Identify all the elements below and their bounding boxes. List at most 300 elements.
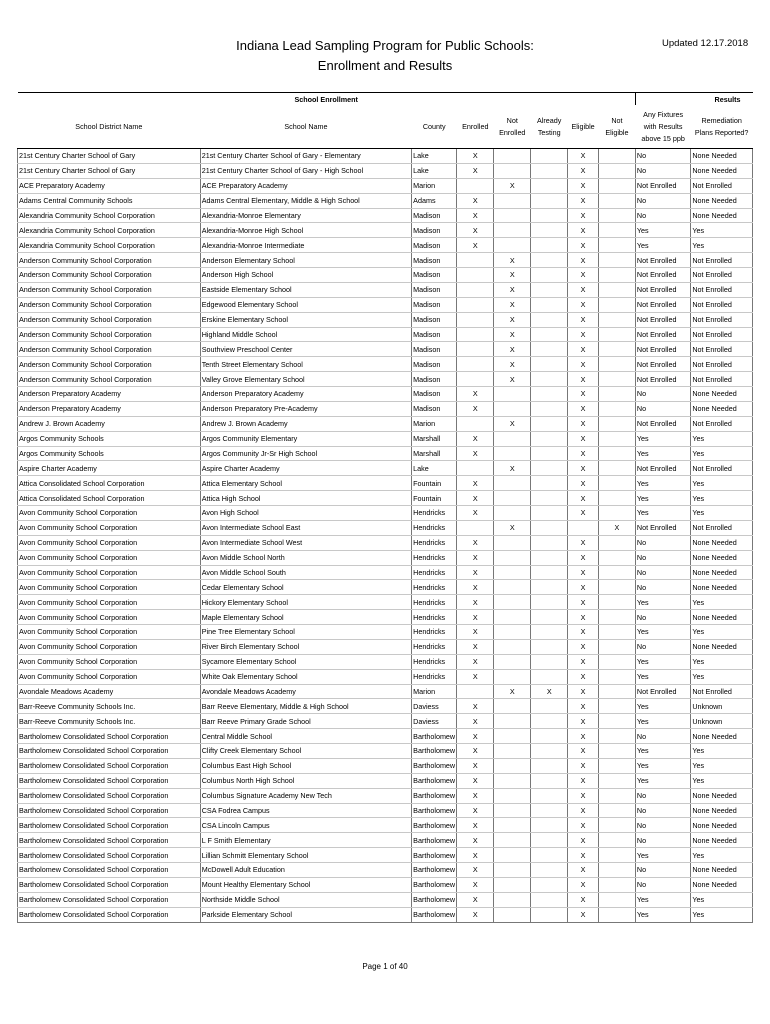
table-cell: Attica Consolidated School Corporation: [18, 476, 201, 491]
table-cell: [494, 401, 531, 416]
table-row: [18, 253, 753, 268]
table-cell: Not Enrolled: [635, 297, 690, 312]
table-cell: Bartholomew Consolidated School Corporation: [18, 758, 201, 773]
table-cell: Columbus North High School: [200, 773, 411, 788]
table-cell: [457, 342, 494, 357]
table-cell: [598, 238, 635, 253]
table-cell: Fountain: [412, 476, 457, 491]
table-cell: X: [568, 268, 599, 283]
table-cell: [531, 729, 568, 744]
table-cell: [598, 163, 635, 178]
column-header: Remediation Plans Reported?: [691, 105, 753, 149]
table-cell: CSA Lincoln Campus: [200, 818, 411, 833]
table-cell: X: [457, 223, 494, 238]
table-cell: Marion: [412, 416, 457, 431]
table-cell: No: [635, 580, 690, 595]
table-cell: X: [568, 803, 599, 818]
table-cell: Bartholomew Consolidated School Corporation: [18, 848, 201, 863]
table-cell: [531, 892, 568, 907]
table-cell: Barr Reeve Primary Grade School: [200, 714, 411, 729]
table-cell: [531, 907, 568, 922]
table-cell: X: [457, 669, 494, 684]
table-cell: [457, 282, 494, 297]
table-cell: None Needed: [691, 163, 753, 178]
table-cell: X: [457, 639, 494, 654]
table-cell: Columbus East High School: [200, 758, 411, 773]
table-cell: Madison: [412, 238, 457, 253]
table-cell: [457, 684, 494, 699]
table-cell: X: [568, 580, 599, 595]
table-cell: Bartholomew Consolidated School Corporation: [18, 773, 201, 788]
table-cell: [531, 193, 568, 208]
table-cell: Marshall: [412, 446, 457, 461]
table-cell: [598, 818, 635, 833]
table-cell: [531, 803, 568, 818]
table-cell: X: [568, 684, 599, 699]
table-cell: Anderson Community School Corporation: [18, 342, 201, 357]
table-cell: Alexandria-Monroe Elementary: [200, 208, 411, 223]
table-cell: None Needed: [691, 788, 753, 803]
table-cell: X: [568, 416, 599, 431]
table-cell: [531, 238, 568, 253]
table-cell: Avondale Meadows Academy: [200, 684, 411, 699]
table-cell: Yes: [635, 506, 690, 521]
table-cell: X: [457, 758, 494, 773]
table-cell: X: [568, 758, 599, 773]
table-cell: Hendricks: [412, 595, 457, 610]
table-cell: Not Enrolled: [635, 416, 690, 431]
table-cell: Anderson Community School Corporation: [18, 372, 201, 387]
table-cell: Yes: [691, 238, 753, 253]
table-row: [18, 461, 753, 476]
table-cell: Hendricks: [412, 535, 457, 550]
table-cell: [531, 446, 568, 461]
table-cell: Yes: [635, 907, 690, 922]
table-cell: Not Enrolled: [691, 461, 753, 476]
table-cell: None Needed: [691, 580, 753, 595]
table-cell: None Needed: [691, 550, 753, 565]
table-cell: [457, 312, 494, 327]
table-cell: [457, 416, 494, 431]
table-cell: Barr Reeve Elementary, Middle & High School: [200, 699, 411, 714]
group-header-enrollment: School Enrollment: [18, 93, 636, 106]
table-cell: X: [494, 178, 531, 193]
table-cell: X: [457, 773, 494, 788]
table-cell: Yes: [691, 431, 753, 446]
table-cell: Not Enrolled: [691, 268, 753, 283]
table-cell: [598, 268, 635, 283]
table-cell: [494, 818, 531, 833]
table-cell: [598, 669, 635, 684]
table-cell: X: [457, 446, 494, 461]
table-cell: No: [635, 877, 690, 892]
table-cell: X: [568, 654, 599, 669]
table-cell: [598, 803, 635, 818]
table-cell: X: [457, 654, 494, 669]
table-cell: X: [568, 446, 599, 461]
table-row: [18, 312, 753, 327]
table-cell: X: [568, 476, 599, 491]
table-cell: None Needed: [691, 877, 753, 892]
table-cell: Avon Community School Corporation: [18, 654, 201, 669]
table-cell: [531, 520, 568, 535]
table-cell: Madison: [412, 401, 457, 416]
table-cell: [494, 491, 531, 506]
table-cell: No: [635, 803, 690, 818]
table-cell: [494, 610, 531, 625]
table-cell: Avon Community School Corporation: [18, 550, 201, 565]
table-cell: [598, 416, 635, 431]
table-cell: Yes: [635, 892, 690, 907]
table-cell: Mount Healthy Elementary School: [200, 877, 411, 892]
table-cell: [531, 387, 568, 402]
table-cell: X: [568, 327, 599, 342]
table-cell: Argos Community Schools: [18, 446, 201, 461]
table-cell: 21st Century Charter School of Gary - High School: [200, 163, 411, 178]
table-cell: Anderson Preparatory Academy: [200, 387, 411, 402]
table-cell: [494, 907, 531, 922]
table-cell: Anderson Community School Corporation: [18, 297, 201, 312]
table-cell: Bartholomew: [412, 729, 457, 744]
table-cell: Madison: [412, 312, 457, 327]
table-cell: [531, 342, 568, 357]
table-cell: No: [635, 208, 690, 223]
table-cell: Bartholomew: [412, 863, 457, 878]
table-cell: Anderson Community School Corporation: [18, 282, 201, 297]
table-cell: Hendricks: [412, 610, 457, 625]
table-cell: No: [635, 639, 690, 654]
table-cell: [531, 580, 568, 595]
table-cell: [494, 580, 531, 595]
table-cell: Bartholomew Consolidated School Corporation: [18, 744, 201, 759]
table-cell: [598, 863, 635, 878]
table-cell: None Needed: [691, 535, 753, 550]
table-cell: [531, 877, 568, 892]
table-cell: [531, 595, 568, 610]
table-cell: [494, 848, 531, 863]
table-row: [18, 535, 753, 550]
table-row: [18, 565, 753, 580]
table-cell: Yes: [635, 758, 690, 773]
table-cell: Central Middle School: [200, 729, 411, 744]
table-cell: Not Enrolled: [691, 342, 753, 357]
table-cell: None Needed: [691, 208, 753, 223]
table-cell: [494, 163, 531, 178]
table-cell: No: [635, 401, 690, 416]
table-cell: X: [457, 803, 494, 818]
table-row: [18, 803, 753, 818]
table-cell: [531, 312, 568, 327]
table-cell: [457, 253, 494, 268]
table-cell: Madison: [412, 297, 457, 312]
table-cell: [598, 208, 635, 223]
table-cell: Attica Consolidated School Corporation: [18, 491, 201, 506]
table-cell: Not Enrolled: [635, 178, 690, 193]
table-row: [18, 892, 753, 907]
table-cell: [494, 803, 531, 818]
table-cell: Unknown: [691, 714, 753, 729]
table-cell: X: [457, 163, 494, 178]
table-row: [18, 491, 753, 506]
table-cell: X: [568, 208, 599, 223]
table-cell: [494, 669, 531, 684]
table-cell: Valley Grove Elementary School: [200, 372, 411, 387]
table-cell: [531, 372, 568, 387]
table-cell: CSA Fodrea Campus: [200, 803, 411, 818]
table-cell: X: [598, 520, 635, 535]
table-cell: Not Enrolled: [691, 312, 753, 327]
table-cell: [531, 773, 568, 788]
table-cell: Aspire Charter Academy: [200, 461, 411, 476]
table-cell: X: [568, 163, 599, 178]
table-cell: X: [457, 149, 494, 164]
table-cell: [598, 550, 635, 565]
table-cell: Madison: [412, 253, 457, 268]
table-cell: [598, 892, 635, 907]
table-cell: [531, 163, 568, 178]
table-cell: Madison: [412, 268, 457, 283]
table-cell: [531, 788, 568, 803]
table-cell: [598, 625, 635, 640]
table-cell: X: [457, 892, 494, 907]
table-cell: X: [457, 491, 494, 506]
table-cell: No: [635, 163, 690, 178]
column-header: School District Name: [18, 105, 201, 149]
table-cell: Not Enrolled: [635, 327, 690, 342]
table-cell: Yes: [691, 595, 753, 610]
table-cell: Fountain: [412, 491, 457, 506]
table-cell: None Needed: [691, 149, 753, 164]
table-cell: [598, 178, 635, 193]
table-cell: Clifty Creek Elementary School: [200, 744, 411, 759]
table-cell: Madison: [412, 357, 457, 372]
page-number: Page 1 of 40: [362, 962, 408, 971]
table-cell: X: [457, 550, 494, 565]
table-cell: Tenth Street Elementary School: [200, 357, 411, 372]
table-cell: Yes: [635, 773, 690, 788]
table-cell: Andrew J. Brown Academy: [18, 416, 201, 431]
table-cell: Bartholomew: [412, 803, 457, 818]
table-cell: Not Enrolled: [635, 357, 690, 372]
table-cell: Yes: [691, 773, 753, 788]
table-cell: [598, 312, 635, 327]
table-cell: [598, 595, 635, 610]
table-cell: No: [635, 193, 690, 208]
table-cell: [494, 877, 531, 892]
table-cell: Andrew J. Brown Academy: [200, 416, 411, 431]
table-cell: [531, 268, 568, 283]
table-cell: Yes: [635, 595, 690, 610]
table-cell: Anderson Community School Corporation: [18, 312, 201, 327]
table-cell: X: [457, 535, 494, 550]
table-cell: None Needed: [691, 193, 753, 208]
table-row: [18, 610, 753, 625]
table-row: [18, 476, 753, 491]
table-cell: Not Enrolled: [691, 684, 753, 699]
table-cell: [494, 208, 531, 223]
table-cell: Yes: [635, 446, 690, 461]
table-cell: Avon Community School Corporation: [18, 625, 201, 640]
table-cell: None Needed: [691, 729, 753, 744]
table-cell: Bartholomew Consolidated School Corporation: [18, 729, 201, 744]
table-row: [18, 669, 753, 684]
table-cell: [494, 535, 531, 550]
table-cell: [531, 476, 568, 491]
table-cell: 21st Century Charter School of Gary - Elementary: [200, 149, 411, 164]
table-cell: [531, 863, 568, 878]
table-cell: X: [568, 773, 599, 788]
table-cell: [494, 595, 531, 610]
table-row: [18, 282, 753, 297]
table-cell: X: [568, 238, 599, 253]
table-cell: No: [635, 788, 690, 803]
table-cell: [598, 744, 635, 759]
table-cell: [494, 639, 531, 654]
table-row: [18, 580, 753, 595]
table-cell: No: [635, 535, 690, 550]
table-cell: [531, 639, 568, 654]
table-cell: Maple Elementary School: [200, 610, 411, 625]
table-cell: [598, 714, 635, 729]
table-cell: None Needed: [691, 401, 753, 416]
table-row: [18, 758, 753, 773]
table-cell: X: [568, 461, 599, 476]
table-cell: [494, 625, 531, 640]
table-cell: Avon Community School Corporation: [18, 610, 201, 625]
table-cell: X: [568, 312, 599, 327]
table-cell: Bartholomew Consolidated School Corporation: [18, 818, 201, 833]
table-cell: No: [635, 729, 690, 744]
table-cell: Alexandria Community School Corporation: [18, 238, 201, 253]
table-cell: X: [568, 892, 599, 907]
table-cell: Yes: [691, 907, 753, 922]
table-cell: [531, 208, 568, 223]
table-cell: Hendricks: [412, 520, 457, 535]
column-header: Not Enrolled: [494, 105, 531, 149]
table-row: [18, 506, 753, 521]
table-cell: [457, 268, 494, 283]
table-cell: [598, 372, 635, 387]
table-cell: Avon Community School Corporation: [18, 669, 201, 684]
table-cell: Aspire Charter Academy: [18, 461, 201, 476]
table-row: [18, 520, 753, 535]
table-row: [18, 357, 753, 372]
table-cell: Yes: [635, 654, 690, 669]
table-cell: [531, 565, 568, 580]
table-row: [18, 163, 753, 178]
table-cell: X: [457, 193, 494, 208]
table-cell: Hendricks: [412, 669, 457, 684]
table-cell: Yes: [691, 446, 753, 461]
table-cell: X: [568, 357, 599, 372]
table-cell: [494, 654, 531, 669]
table-cell: Yes: [635, 714, 690, 729]
table-cell: Northside Middle School: [200, 892, 411, 907]
table-cell: 21st Century Charter School of Gary: [18, 163, 201, 178]
table-cell: X: [568, 669, 599, 684]
table-row: [18, 431, 753, 446]
table-cell: Southview Preschool Center: [200, 342, 411, 357]
table-cell: Unknown: [691, 699, 753, 714]
table-cell: Yes: [691, 476, 753, 491]
table-cell: Attica Elementary School: [200, 476, 411, 491]
table-cell: X: [457, 565, 494, 580]
table-cell: Anderson Community School Corporation: [18, 327, 201, 342]
table-cell: X: [457, 387, 494, 402]
table-cell: None Needed: [691, 610, 753, 625]
table-row: [18, 907, 753, 922]
table-cell: [598, 223, 635, 238]
table-cell: Adams Central Community Schools: [18, 193, 201, 208]
table-cell: X: [568, 149, 599, 164]
table-cell: [531, 282, 568, 297]
table-cell: X: [568, 193, 599, 208]
table-row: [18, 327, 753, 342]
table-cell: Not Enrolled: [635, 268, 690, 283]
table-cell: [531, 699, 568, 714]
table-cell: [568, 520, 599, 535]
table-cell: X: [457, 714, 494, 729]
table-cell: [457, 357, 494, 372]
table-cell: Adams: [412, 193, 457, 208]
table-cell: Daviess: [412, 699, 457, 714]
table-cell: X: [568, 818, 599, 833]
table-cell: [598, 297, 635, 312]
table-cell: X: [457, 699, 494, 714]
table-cell: X: [568, 595, 599, 610]
table-cell: [598, 282, 635, 297]
table-cell: Yes: [635, 431, 690, 446]
table-cell: X: [568, 297, 599, 312]
table-cell: Barr-Reeve Community Schools Inc.: [18, 714, 201, 729]
table-cell: X: [568, 610, 599, 625]
table-cell: Hendricks: [412, 625, 457, 640]
table-cell: Avon Community School Corporation: [18, 506, 201, 521]
table-cell: X: [457, 907, 494, 922]
table-cell: Not Enrolled: [691, 416, 753, 431]
table-cell: Not Enrolled: [691, 372, 753, 387]
table-row: [18, 208, 753, 223]
table-cell: None Needed: [691, 863, 753, 878]
table-cell: [531, 610, 568, 625]
table-cell: [531, 297, 568, 312]
table-cell: [598, 461, 635, 476]
table-cell: Anderson Community School Corporation: [18, 253, 201, 268]
table-cell: Bartholomew: [412, 818, 457, 833]
table-cell: Not Enrolled: [635, 461, 690, 476]
table-cell: X: [568, 506, 599, 521]
table-cell: X: [568, 863, 599, 878]
table-cell: Bartholomew: [412, 907, 457, 922]
table-cell: Not Enrolled: [635, 520, 690, 535]
table-row: [18, 625, 753, 640]
table-cell: [598, 877, 635, 892]
table-cell: Yes: [691, 654, 753, 669]
table-row: [18, 387, 753, 402]
table-cell: X: [568, 387, 599, 402]
table-cell: Argos Community Schools: [18, 431, 201, 446]
table-cell: Bartholomew: [412, 744, 457, 759]
table-cell: McDowell Adult Education: [200, 863, 411, 878]
table-cell: X: [568, 625, 599, 640]
table-cell: Not Enrolled: [691, 327, 753, 342]
table-row: [18, 223, 753, 238]
table-row: [18, 729, 753, 744]
table-row: [18, 684, 753, 699]
table-cell: Hendricks: [412, 580, 457, 595]
table-cell: Daviess: [412, 714, 457, 729]
table-cell: [598, 535, 635, 550]
